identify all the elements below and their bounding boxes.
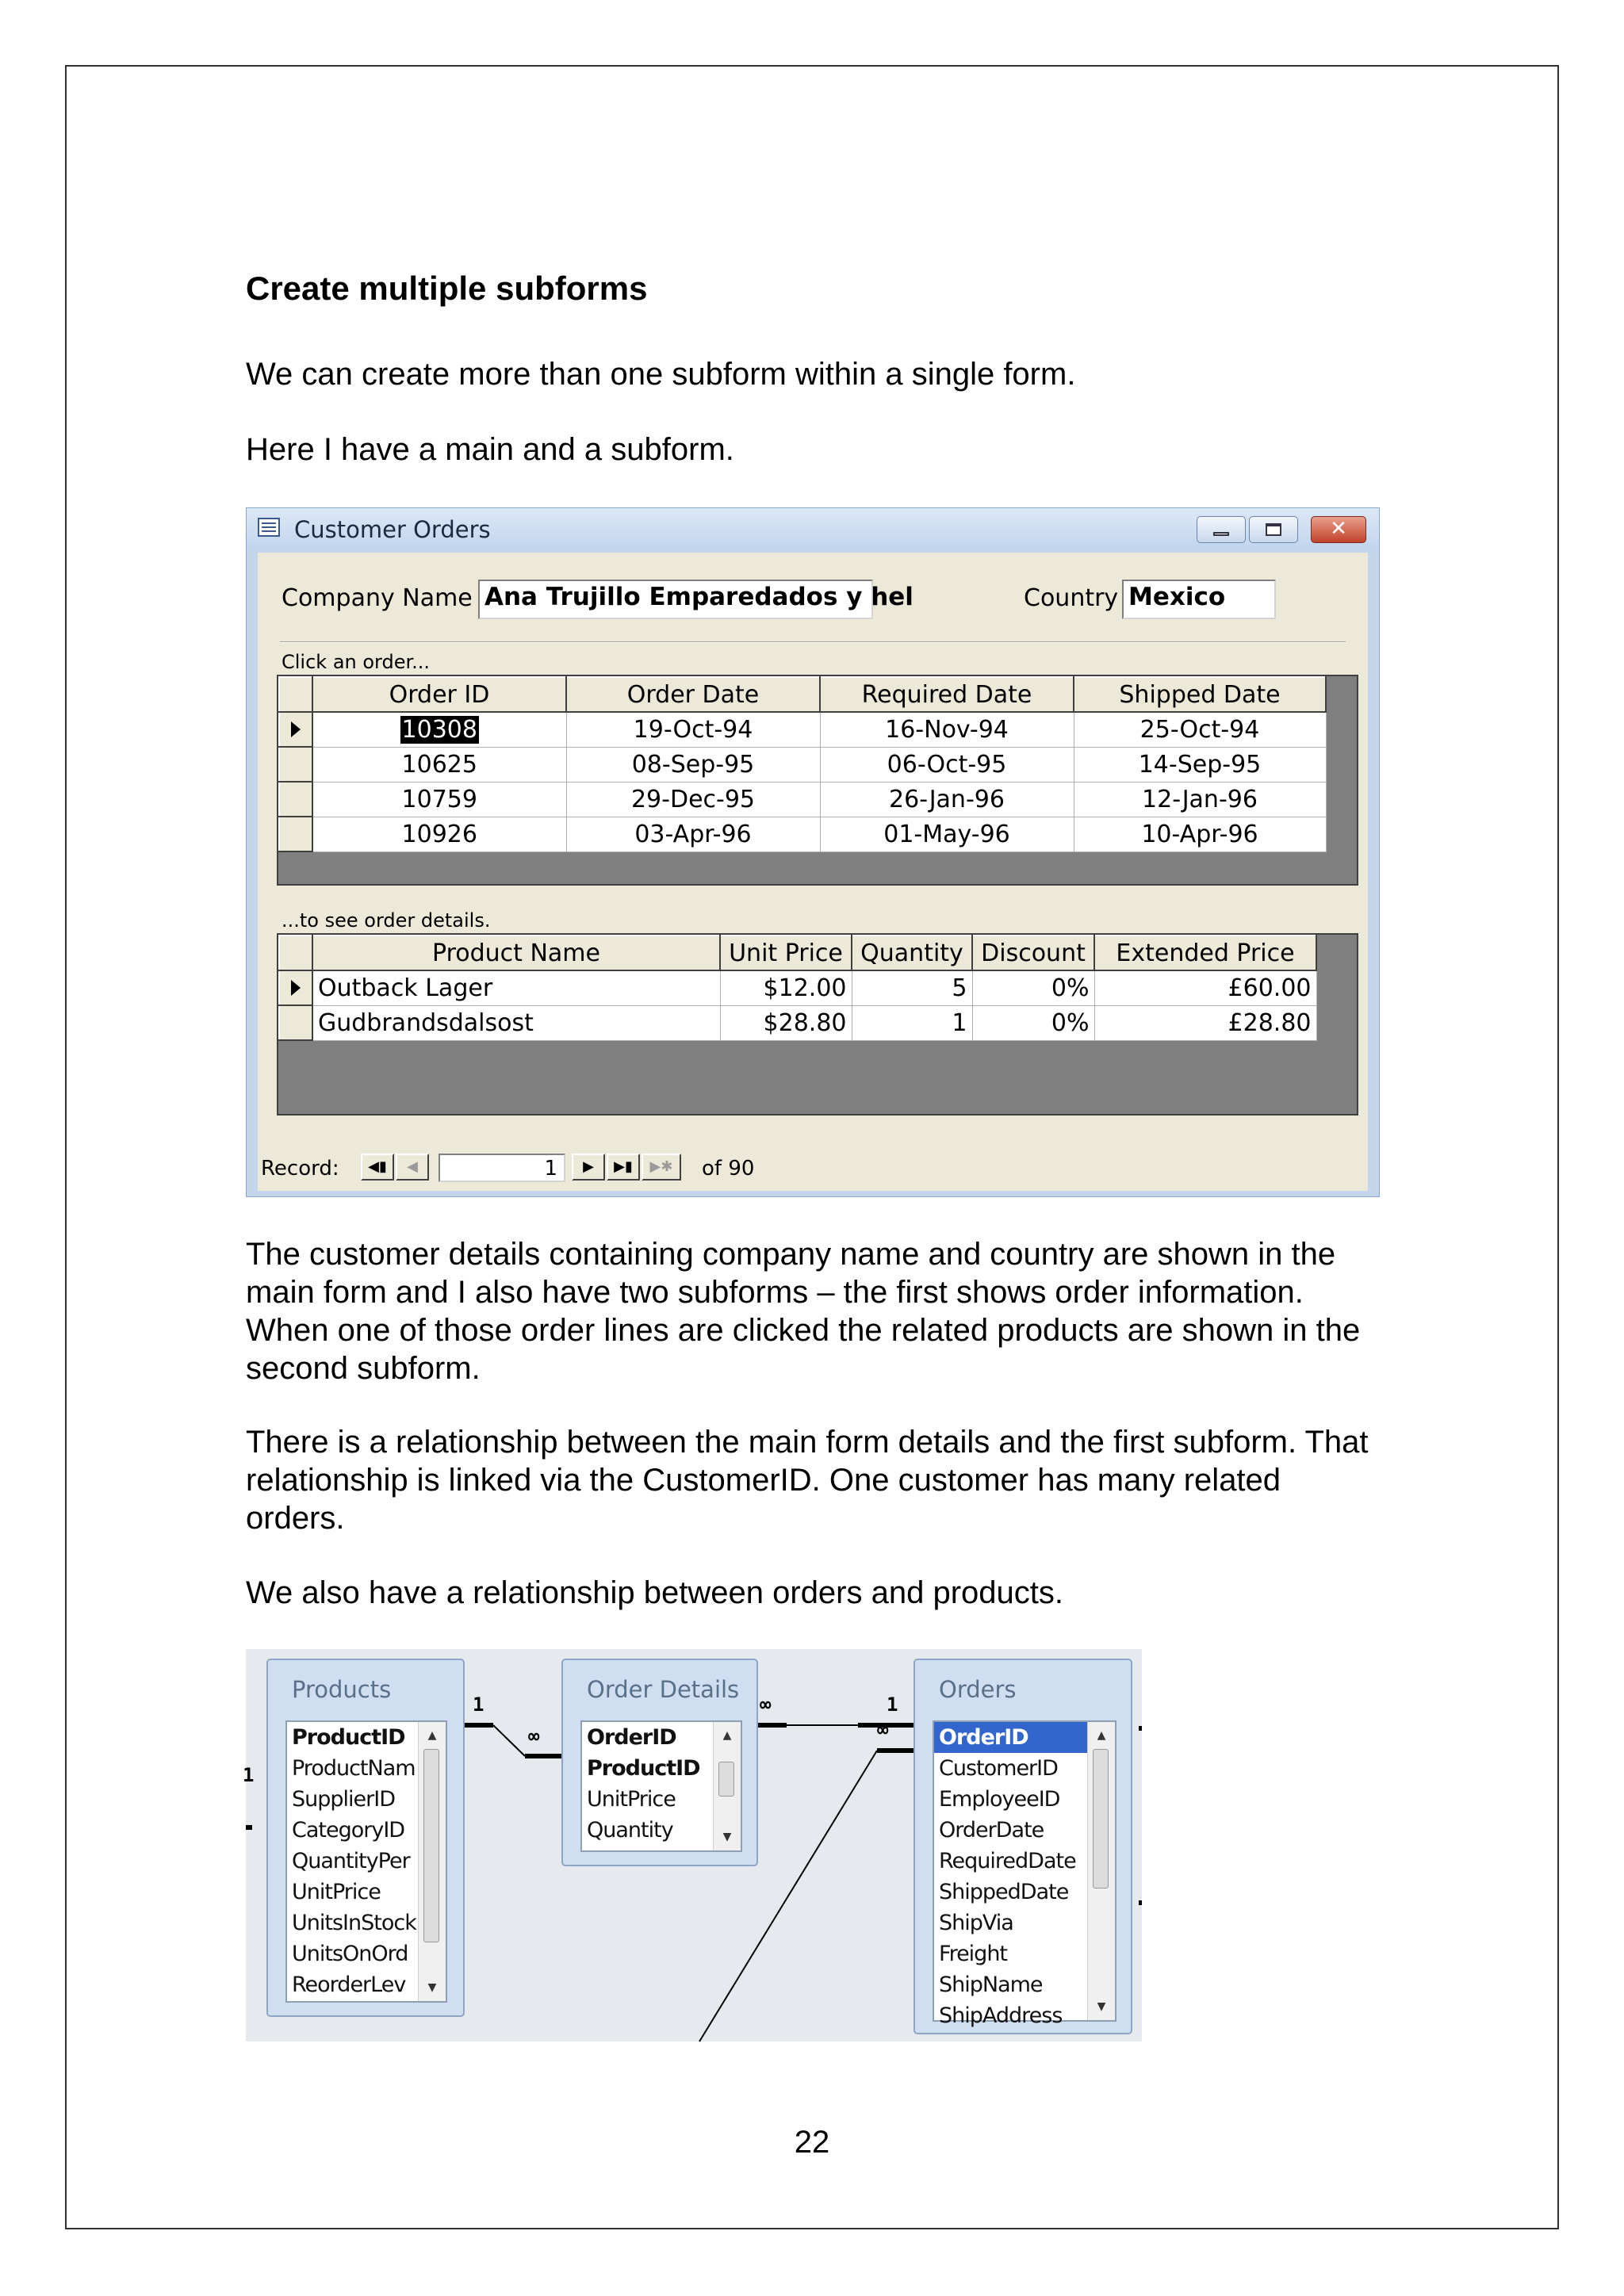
new-record-button[interactable]: ▶✱ <box>642 1154 681 1181</box>
order-id-cell[interactable]: 10926 <box>312 817 566 851</box>
column-header-required-date[interactable]: Required Date <box>820 677 1074 712</box>
details-hint: ...to see order details. <box>282 909 491 932</box>
field-item[interactable]: EmployeeID <box>939 1787 1060 1812</box>
details-header-row <box>279 936 1316 970</box>
table-row[interactable] <box>279 782 1326 817</box>
column-header-discount[interactable]: Discount <box>972 936 1094 970</box>
scroll-down-icon[interactable]: ▼ <box>722 1831 732 1843</box>
record-selector[interactable] <box>279 747 312 782</box>
field-item[interactable]: ReorderLev <box>292 1973 406 1997</box>
order-details-table[interactable] <box>561 1659 758 1866</box>
record-label: Record: <box>261 1157 339 1181</box>
field-item[interactable]: OrderID <box>587 1725 676 1750</box>
order-details-table-title: Order Details <box>587 1676 740 1703</box>
scroll-up-icon[interactable]: ▲ <box>722 1729 732 1742</box>
record-selector[interactable] <box>279 817 312 851</box>
form-icon <box>258 518 280 537</box>
record-selector-header <box>279 677 312 712</box>
field-item[interactable]: Freight <box>939 1942 1008 1966</box>
scrollbar[interactable] <box>1087 1722 1115 2020</box>
field-item[interactable]: RequiredDate <box>939 1849 1076 1873</box>
scroll-thumb[interactable] <box>1093 1749 1109 1888</box>
cardinality-one-label: 1 <box>887 1693 898 1716</box>
table-row[interactable] <box>279 817 1326 851</box>
customer-orders-window <box>246 507 1380 1197</box>
scroll-up-icon[interactable]: ▲ <box>427 1729 437 1742</box>
last-record-button[interactable]: ▶▮ <box>607 1154 640 1181</box>
orders-header-row <box>279 677 1326 712</box>
orders-subform <box>277 675 1358 886</box>
field-item[interactable]: ShipVia <box>939 1911 1013 1935</box>
field-item[interactable]: SupplierID <box>292 1787 395 1812</box>
unit-price-cell[interactable]: $28.80 <box>720 1005 852 1040</box>
scroll-up-icon[interactable]: ▲ <box>1097 1729 1106 1742</box>
scroll-thumb[interactable] <box>423 1749 439 1942</box>
row-pointer-icon <box>291 721 301 737</box>
current-record-indicator[interactable] <box>279 970 312 1005</box>
extended-price-cell[interactable]: £60.00 <box>1094 970 1316 1005</box>
product-name-cell[interactable]: Outback Lager <box>312 970 720 1005</box>
first-record-button[interactable]: ◀▮ <box>361 1154 394 1181</box>
field-item[interactable]: ProductID <box>587 1756 700 1781</box>
orders-grid <box>278 676 1327 852</box>
orders-hint: Click an order... <box>282 651 431 673</box>
company-name-field[interactable]: Ana Trujillo Emparedados y hel <box>478 580 873 619</box>
page-number: 22 <box>794 2125 830 2160</box>
field-item[interactable]: ProductID <box>292 1725 405 1750</box>
column-header-extended-price[interactable]: Extended Price <box>1094 936 1316 970</box>
required-date-cell[interactable]: 26-Jan-96 <box>820 782 1074 817</box>
relationships-diagram <box>243 1649 1142 2042</box>
field-item[interactable]: CustomerID <box>939 1756 1058 1781</box>
order-details-grid <box>278 935 1317 1041</box>
shipped-date-cell[interactable]: 10-Apr-96 <box>1074 817 1326 851</box>
order-date-cell[interactable]: 29-Dec-95 <box>566 782 820 817</box>
field-item[interactable]: Quantity <box>587 1818 673 1843</box>
order-date-cell[interactable]: 19-Oct-94 <box>566 712 820 747</box>
orders-field-list[interactable] <box>933 1720 1116 2028</box>
column-header-order-date[interactable]: Order Date <box>566 677 820 712</box>
country-label: Country <box>1024 584 1119 612</box>
products-field-list[interactable] <box>285 1720 447 2003</box>
order-details-subform <box>277 933 1358 1115</box>
order-date-cell[interactable]: 03-Apr-96 <box>566 817 820 851</box>
next-record-button[interactable]: ▶ <box>572 1154 605 1181</box>
selected-text: 10308 <box>401 715 477 744</box>
required-date-cell[interactable]: 16-Nov-94 <box>820 712 1074 747</box>
shipped-date-cell[interactable]: 14-Sep-95 <box>1074 747 1326 782</box>
record-navigation <box>258 1147 1368 1187</box>
orders-table-title: Orders <box>939 1676 1017 1703</box>
extended-price-cell[interactable]: £28.80 <box>1094 1005 1316 1040</box>
order-details-field-list[interactable] <box>580 1720 742 1852</box>
field-item[interactable]: ShippedDate <box>939 1880 1069 1904</box>
previous-record-button[interactable]: ◀ <box>396 1154 429 1181</box>
scroll-down-icon[interactable]: ▼ <box>427 1981 437 1994</box>
field-item[interactable]: QuantityPer <box>292 1849 410 1873</box>
minimize-button[interactable] <box>1197 516 1246 543</box>
record-selector[interactable] <box>279 782 312 817</box>
field-item[interactable]: UnitsOnOrd <box>292 1942 408 1966</box>
field-item[interactable]: UnitPrice <box>587 1787 676 1812</box>
discount-cell[interactable]: 0% <box>972 970 1094 1005</box>
quantity-cell[interactable]: 1 <box>852 1005 972 1040</box>
cardinality-many-label: ∞ <box>528 1725 540 1747</box>
orders-table[interactable] <box>914 1659 1132 2034</box>
order-id-cell[interactable]: 10759 <box>312 782 566 817</box>
scroll-down-icon[interactable]: ▼ <box>1097 2000 1106 2013</box>
required-date-cell[interactable]: 06-Oct-95 <box>820 747 1074 782</box>
cardinality-one-label: 1 <box>473 1693 485 1716</box>
unit-price-cell[interactable]: $12.00 <box>720 970 852 1005</box>
current-record-field[interactable]: 1 <box>439 1154 565 1182</box>
column-header-shipped-date[interactable]: Shipped Date <box>1074 677 1326 712</box>
close-button[interactable] <box>1311 516 1366 543</box>
record-selector[interactable] <box>279 1005 312 1040</box>
record-selector-header <box>279 936 312 970</box>
column-header-order-id[interactable]: Order ID <box>312 677 566 712</box>
country-field[interactable]: Mexico <box>1122 580 1276 619</box>
field-item[interactable]: UnitsInStock <box>292 1911 416 1935</box>
field-item[interactable]: OrderDate <box>939 1818 1044 1843</box>
table-row[interactable] <box>279 712 1326 747</box>
shipped-date-cell[interactable]: 12-Jan-96 <box>1074 782 1326 817</box>
scrollbar[interactable] <box>418 1722 446 2001</box>
field-item[interactable]: ProductNam <box>292 1756 416 1781</box>
column-header-unit-price[interactable]: Unit Price <box>720 936 852 970</box>
products-table[interactable] <box>266 1659 465 2017</box>
main-form <box>258 553 1368 1191</box>
field-item[interactable]: UnitPrice <box>292 1880 381 1904</box>
field-item[interactable]: ShipName <box>939 1973 1043 1997</box>
separator <box>280 641 1346 643</box>
shipped-date-cell[interactable]: 25-Oct-94 <box>1074 712 1326 747</box>
table-row[interactable] <box>279 1005 1316 1040</box>
paragraph-explanation: The customer details containing company name and country are shown in the main form and I also have two subforms – the first shows order information. When one of those order lines are clicked the related products are shown in the second subform. <box>246 1237 1361 1386</box>
window-title-bar[interactable] <box>247 508 1379 549</box>
scrollbar[interactable] <box>713 1722 741 1850</box>
paragraph-customer-relationship: There is a relationship between the main form details and the first subform. That relationship is linked via the CustomerID. One customer has many related orders. <box>246 1425 1369 1536</box>
order-id-cell[interactable]: 10625 <box>312 747 566 782</box>
discount-cell[interactable]: 0% <box>972 1005 1094 1040</box>
field-item[interactable]: CategoryID <box>292 1818 405 1843</box>
table-row[interactable] <box>279 970 1316 1005</box>
cardinality-one-label: 1 <box>243 1764 255 1786</box>
record-count: of 90 <box>702 1157 755 1181</box>
paragraph-intro: We can create more than one subform within a single form. <box>246 357 1076 392</box>
scroll-thumb[interactable] <box>718 1762 734 1797</box>
table-row[interactable] <box>279 747 1326 782</box>
company-name-label: Company Name <box>282 584 473 612</box>
order-date-cell[interactable]: 08-Sep-95 <box>566 747 820 782</box>
column-header-product-name[interactable]: Product Name <box>312 936 720 970</box>
window-title: Customer Orders <box>294 516 491 543</box>
maximize-button[interactable] <box>1249 516 1298 543</box>
current-record-indicator[interactable] <box>279 712 312 747</box>
field-item[interactable]: ShipAddress <box>939 2003 1063 2028</box>
column-header-quantity[interactable]: Quantity <box>852 936 972 970</box>
cardinality-many-label: ∞ <box>760 1693 772 1716</box>
row-pointer-icon <box>291 980 301 996</box>
quantity-cell[interactable]: 5 <box>852 970 972 1005</box>
page-heading: Create multiple subforms <box>246 270 648 307</box>
paragraph-orders-products: We also have a relationship between orders and products. <box>246 1575 1063 1610</box>
paragraph-main-subform: Here I have a main and a subform. <box>246 432 734 467</box>
cardinality-many-label: ∞ <box>877 1719 889 1741</box>
products-orderdetails-line <box>493 1725 525 1756</box>
required-date-cell[interactable]: 01-May-96 <box>820 817 1074 851</box>
products-table-title: Products <box>292 1676 392 1703</box>
order-id-cell[interactable] <box>312 712 566 747</box>
field-item-selected[interactable]: OrderID <box>934 1722 1115 1753</box>
product-name-cell[interactable]: Gudbrandsdalsost <box>312 1005 720 1040</box>
